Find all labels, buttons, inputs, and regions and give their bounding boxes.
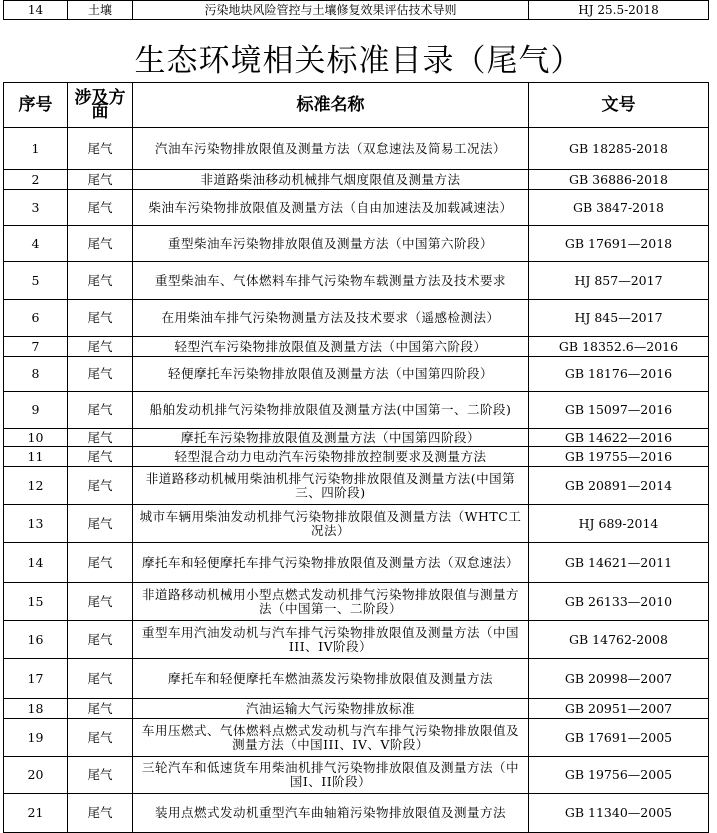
cell-category[interactable]: 尾气 [68,190,133,226]
cell-name[interactable]: 在用柴油车排气污染物测量方法及技术要求（遥感检测法） [133,300,529,337]
header-row [4,83,709,128]
cell-name[interactable]: 装用点燃式发动机重型汽车曲轴箱污染物排放限值及测量方法 [133,794,529,833]
cell-category[interactable]: 尾气 [68,583,133,621]
cell-category[interactable]: 尾气 [68,262,133,300]
cell-code[interactable]: HJ 25.5-2018 [529,1,709,20]
cell-category[interactable]: 尾气 [68,505,133,543]
cell-name[interactable]: 汽油运输大气污染物排放标准 [133,699,529,719]
table-row [4,621,709,659]
cell-num[interactable]: 14 [4,1,68,20]
header-num[interactable]: 序号 [4,83,68,128]
cell-code[interactable]: GB 19756—2005 [529,757,709,794]
cell-code[interactable]: GB 19755—2016 [529,447,709,467]
cell-num[interactable]: 13 [4,505,68,543]
cell-category[interactable]: 尾气 [68,659,133,699]
cell-category[interactable]: 尾气 [68,719,133,757]
cell-code[interactable]: GB 20951—2007 [529,699,709,719]
cell-code[interactable]: HJ 845—2017 [529,300,709,337]
cell-name[interactable]: 非道路移动机械用小型点燃式发动机排气污染物排放限值与测量方法（中国第一、二阶段） [133,583,529,621]
cell-name[interactable]: 摩托车污染物排放限值及测量方法（中国第四阶段） [133,429,529,447]
cell-num[interactable]: 4 [4,226,68,262]
table-row [4,467,709,505]
table-row [4,447,709,467]
cell-num[interactable]: 10 [4,429,68,447]
table-row [4,583,709,621]
cell-name[interactable]: 重型柴油车污染物排放限值及测量方法（中国第六阶段） [133,226,529,262]
cell-name[interactable]: 非道路柴油移动机械排气烟度限值及测量方法 [133,170,529,190]
cell-name[interactable]: 轻便摩托车污染物排放限值及测量方法（中国第四阶段） [133,357,529,392]
cell-num[interactable]: 2 [4,170,68,190]
cell-code[interactable]: HJ 857—2017 [529,262,709,300]
cell-code[interactable]: GB 26133—2010 [529,583,709,621]
cell-category[interactable]: 尾气 [68,467,133,505]
table-row [4,262,709,300]
cell-name[interactable]: 摩托车和轻便摩托车燃油蒸发污染物排放限值及测量方法 [133,659,529,699]
cell-category[interactable]: 尾气 [68,757,133,794]
header-category[interactable]: 涉及方面 [68,83,133,128]
cell-num[interactable]: 6 [4,300,68,337]
cell-num[interactable]: 1 [4,128,68,170]
cell-code[interactable]: GB 15097—2016 [529,392,709,429]
cell-num[interactable]: 3 [4,190,68,226]
page-title[interactable]: 生态环境相关标准目录（尾气） [134,43,583,79]
cell-category[interactable]: 尾气 [68,447,133,467]
cell-category[interactable]: 尾气 [68,226,133,262]
cell-num[interactable]: 9 [4,392,68,429]
cell-name[interactable]: 重型柴油车、气体燃料车排气污染物车载测量方法及技术要求 [133,262,529,300]
cell-num[interactable]: 20 [4,757,68,794]
table-row [4,429,709,447]
table-row [4,659,709,699]
cell-code[interactable]: GB 17691—2018 [529,226,709,262]
cell-category[interactable]: 尾气 [68,699,133,719]
cell-code[interactable]: GB 20998—2007 [529,659,709,699]
standards-table [3,82,709,833]
cell-name[interactable]: 车用压燃式、气体燃料点燃式发动机与汽车排气污染物排放限值及测量方法（中国III、IV、V阶段） [133,719,529,757]
header-code[interactable]: 文号 [529,83,709,128]
cell-name[interactable]: 城市车辆用柴油发动机排气污染物排放限值及测量方法（WHTC工况法） [133,505,529,543]
cell-name[interactable]: 轻型混合动力电动汽车污染物排放控制要求及测量方法 [133,447,529,467]
cell-code[interactable]: GB 14622—2016 [529,429,709,447]
cell-category[interactable]: 尾气 [68,170,133,190]
cell-num[interactable]: 11 [4,447,68,467]
table-row [4,794,709,833]
table-row [4,170,709,190]
cell-category[interactable]: 尾气 [68,621,133,659]
cell-name[interactable]: 汽油车污染物排放限值及测量方法（双怠速法及简易工况法） [133,128,529,170]
cell-category[interactable]: 尾气 [68,357,133,392]
table-row [4,1,709,20]
cell-num[interactable]: 7 [4,337,68,357]
cell-num[interactable]: 19 [4,719,68,757]
cell-category[interactable]: 尾气 [68,794,133,833]
cell-code[interactable]: GB 14762-2008 [529,621,709,659]
cell-num[interactable]: 21 [4,794,68,833]
cell-code[interactable]: GB 3847-2018 [529,190,709,226]
cell-num[interactable]: 5 [4,262,68,300]
cell-category[interactable]: 尾气 [68,128,133,170]
table-row [4,543,709,583]
table-row [4,505,709,543]
table-row [4,226,709,262]
cell-category[interactable]: 尾气 [68,429,133,447]
cell-num[interactable]: 16 [4,621,68,659]
cell-code[interactable]: GB 17691—2005 [529,719,709,757]
cell-name[interactable]: 污染地块风险管控与土壤修复效果评估技术导则 [133,1,529,20]
table-row [4,190,709,226]
cell-code[interactable]: GB 36886-2018 [529,170,709,190]
cell-code[interactable]: GB 14621—2011 [529,543,709,583]
cell-name[interactable]: 重型车用汽油发动机与汽车排气污染物排放限值及测量方法（中国III、IV阶段） [133,621,529,659]
cell-category[interactable]: 尾气 [68,337,133,357]
table-row [4,337,709,357]
cell-num[interactable]: 15 [4,583,68,621]
table-row [4,300,709,337]
table-row [4,719,709,757]
cell-category[interactable]: 尾气 [68,543,133,583]
cell-num[interactable]: 12 [4,467,68,505]
cell-category[interactable]: 尾气 [68,300,133,337]
cell-code[interactable]: GB 18176—2016 [529,357,709,392]
empty-row[interactable] [0,20,717,38]
cell-code[interactable]: GB 20891—2014 [529,467,709,505]
cell-category[interactable]: 尾气 [68,392,133,429]
table-row [4,128,709,170]
cell-name[interactable]: 非道路移动机械用柴油机排气污染物排放限值及测量方法(中国第三、四阶段) [133,467,529,505]
table-row [4,357,709,392]
header-name[interactable]: 标准名称 [133,83,529,128]
cell-num[interactable]: 17 [4,659,68,699]
cell-num[interactable]: 18 [4,699,68,719]
cell-name[interactable]: 船舶发动机排气污染物排放限值及测量方法(中国第一、二阶段) [133,392,529,429]
cell-code[interactable]: HJ 689-2014 [529,505,709,543]
cell-name[interactable]: 轻型汽车污染物排放限值及测量方法（中国第六阶段） [133,337,529,357]
cell-name[interactable]: 柴油车污染物排放限值及测量方法（自由加速法及加载减速法） [133,190,529,226]
table-row [4,392,709,429]
cell-name[interactable]: 摩托车和轻便摩托车排气污染物排放限值及测量方法（双怠速法） [133,543,529,583]
cell-code[interactable]: GB 11340—2005 [529,794,709,833]
cell-code[interactable]: GB 18285-2018 [529,128,709,170]
cell-name[interactable]: 三轮汽车和低速货车用柴油机排气污染物排放限值及测量方法（中国I、II阶段） [133,757,529,794]
cell-category[interactable]: 土壤 [68,1,133,20]
cell-code[interactable]: GB 18352.6—2016 [529,337,709,357]
cell-num[interactable]: 14 [4,543,68,583]
table-row [4,699,709,719]
previous-table [3,0,709,20]
table-row [4,757,709,794]
cell-num[interactable]: 8 [4,357,68,392]
